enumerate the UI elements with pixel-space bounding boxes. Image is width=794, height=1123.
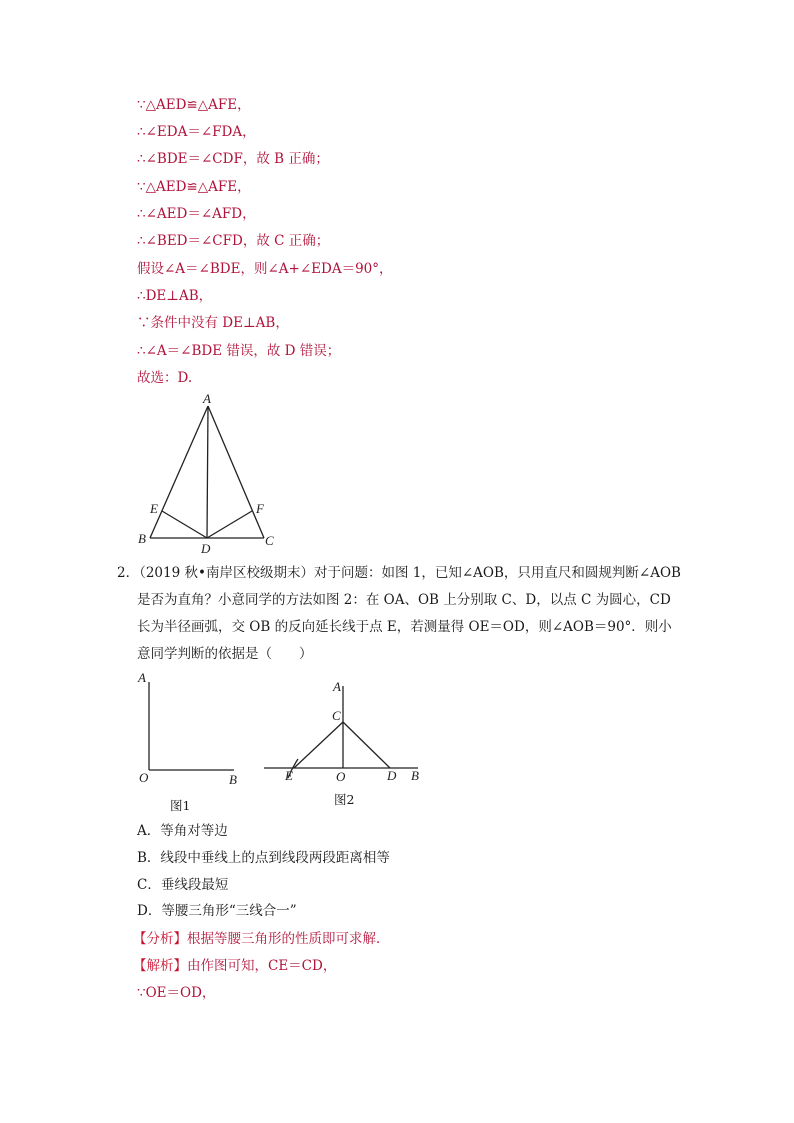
fig2-label-a: A [333, 679, 341, 694]
figure-2 [258, 676, 428, 786]
solution-line-1: ∵△AED≌△AFE， [137, 97, 251, 113]
fig1-label-o: O [139, 770, 149, 785]
vertex-label-c: C [265, 533, 274, 548]
fig2-label-d: D [387, 768, 397, 783]
analysis-tag: 【分析】 [133, 931, 187, 947]
solution-line-7: 假设∠A＝∠BDE，则∠A+∠EDA＝90°， [137, 261, 393, 277]
fig1-label-a: A [138, 670, 146, 685]
vertex-label-f: F [256, 501, 264, 516]
fig1-label-b: B [229, 772, 237, 787]
solution-line-8: ∴DE⊥AB， [137, 288, 213, 304]
solution-line [133, 956, 336, 976]
solution-line-2: ∴∠EDA＝∠FDA， [137, 124, 256, 140]
option-d: D．等腰三角形“三线合一” [137, 903, 297, 919]
question2-line-2: 是否为直角？小意同学的方法如图 2：在 OA、OB 上分别取 C、D，以点 C 为圆心，CD [137, 592, 671, 608]
solution-tag: 【解析】 [133, 958, 187, 974]
option-a: A．等角对等边 [137, 823, 228, 839]
triangle-figure [130, 390, 290, 560]
solution-line-6: ∴∠BED＝∠CFD，故 C 正确； [137, 233, 330, 249]
fig2-label-b: B [411, 768, 419, 783]
solution-line-11: 故选：D. [137, 370, 193, 386]
solution-line-10: ∴∠A＝∠BDE 错误，故 D 错误； [137, 343, 341, 359]
figure-1 [130, 668, 250, 788]
analysis-line [133, 929, 390, 949]
option-b: B．线段中垂线上的点到线段两段距离相等 [137, 850, 390, 866]
solution-line-3: ∴∠BDE＝∠CDF，故 B 正确； [137, 151, 329, 167]
analysis-text: 根据等腰三角形的性质即可求解． [187, 931, 390, 947]
option-c: C．垂线段最短 [137, 877, 229, 893]
fig2-label-c: C [332, 708, 341, 723]
vertex-label-d: D [201, 541, 211, 556]
fig2-label-e: E [285, 768, 293, 783]
solution-line-5: ∴∠AED＝∠AFD， [137, 206, 256, 222]
solution-text: 由作图可知，CE＝CD， [187, 958, 337, 974]
vertex-label-a: A [203, 391, 211, 406]
vertex-label-e: E [150, 501, 158, 516]
question2-line-1: 2．（2019 秋•南岸区校级期末）对于问题：如图 1，已知∠AOB，只用直尺和圆规判断∠AOB [117, 565, 681, 581]
solution-line-4: ∵△AED≌△AFE， [137, 179, 251, 195]
solution-line-2: ∵OE＝OD， [137, 985, 216, 1001]
figure-1-caption: 图1 [170, 798, 191, 813]
figure-2-caption: 图2 [334, 792, 355, 807]
fig2-label-o: O [336, 769, 346, 784]
solution-line-9: ∵条件中没有 DE⊥AB， [137, 315, 289, 331]
question2-line-4: 意同学判断的依据是（ ） [137, 646, 313, 662]
vertex-label-b: B [138, 531, 146, 546]
question2-line-3: 长为半径画弧，交 OB 的反向延长线于点 E，若测量得 OE＝OD，则∠AOB＝90°．则小 [137, 619, 672, 635]
